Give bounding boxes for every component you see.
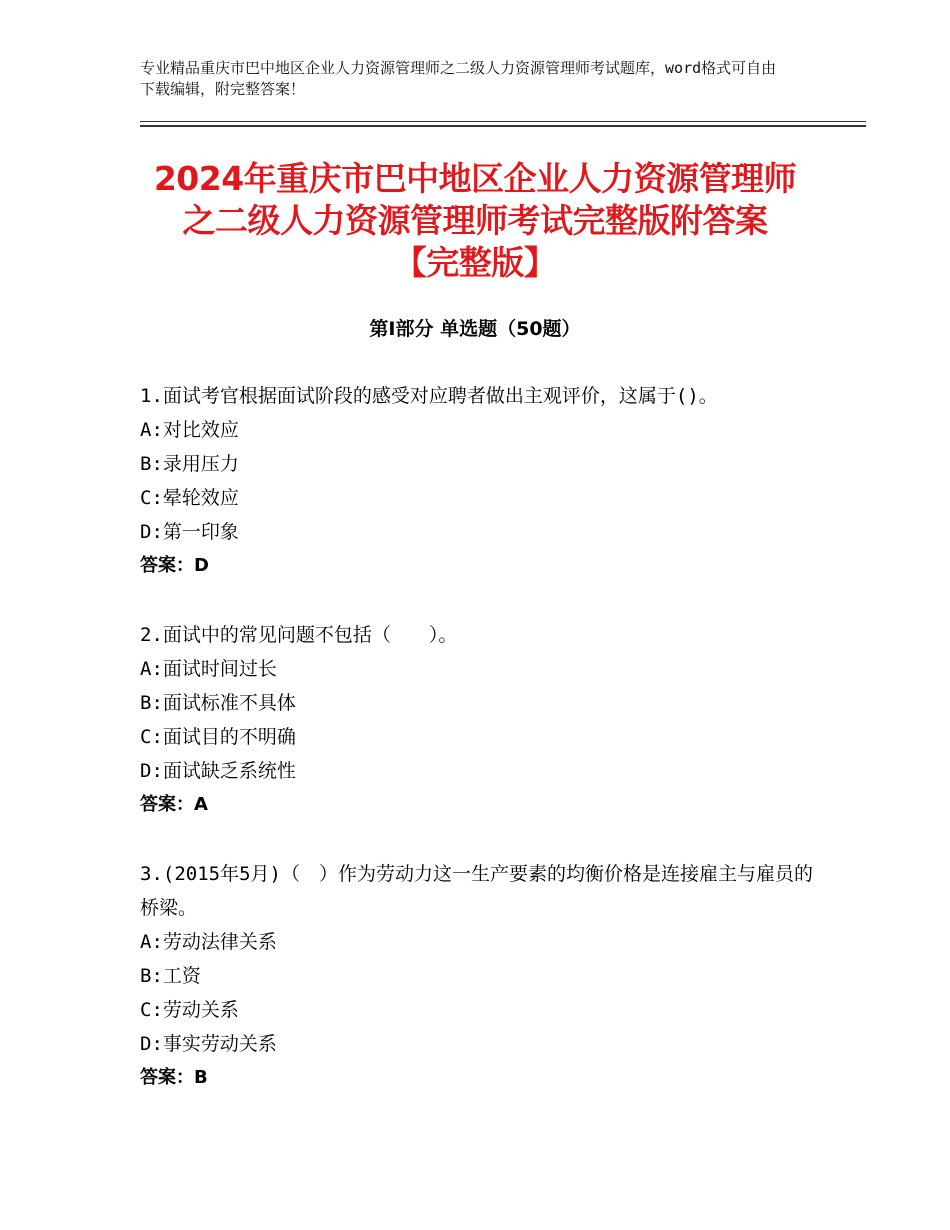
question-2 bbox=[140, 618, 820, 822]
option-c: C:晕轮效应 bbox=[140, 487, 239, 509]
option-d: D:第一印象 bbox=[140, 521, 239, 543]
document-title bbox=[100, 158, 850, 284]
header-rule-thin bbox=[140, 121, 866, 122]
question-stem: 2.面试中的常见问题不包括（ ）。 bbox=[140, 624, 458, 646]
option-a: A:对比效应 bbox=[140, 419, 239, 441]
section-heading: 第Ⅰ部分 单选题（50题） bbox=[369, 318, 581, 340]
answer-label: 答案：D bbox=[140, 555, 209, 576]
header-note: 专业精品重庆市巴中地区企业人力资源管理师之二级人力资源管理师考试题库，word格式可自由下载编辑，附完整答案！ bbox=[140, 59, 777, 98]
option-c: C:面试目的不明确 bbox=[140, 726, 296, 748]
header-rule-thick bbox=[140, 125, 866, 127]
option-c: C:劳动关系 bbox=[140, 999, 239, 1021]
option-b: B:工资 bbox=[140, 965, 201, 987]
answer-label: 答案：A bbox=[140, 794, 208, 815]
option-d: D:事实劳动关系 bbox=[140, 1033, 277, 1055]
option-b: B:录用压力 bbox=[140, 453, 239, 475]
question-stem: 1.面试考官根据面试阶段的感受对应聘者做出主观评价，这属于()。 bbox=[140, 385, 718, 407]
option-d: D:面试缺乏系统性 bbox=[140, 760, 296, 782]
question-stem: 3.(2015年5月)（ ）作为劳动力这一生产要素的均衡价格是连接雇主与雇员的桥梁。 bbox=[140, 863, 813, 919]
title-line-1: 2024年重庆市巴中地区企业人力资源管理师 bbox=[153, 159, 797, 198]
question-1 bbox=[140, 379, 820, 583]
option-a: A:劳动法律关系 bbox=[140, 931, 277, 953]
title-line-3: 【完整版】 bbox=[393, 243, 557, 282]
answer-label: 答案：B bbox=[140, 1067, 208, 1088]
option-a: A:面试时间过长 bbox=[140, 658, 277, 680]
option-b: B:面试标准不具体 bbox=[140, 692, 296, 714]
title-line-2: 之二级人力资源管理师考试完整版附答案 bbox=[182, 201, 768, 240]
question-3 bbox=[140, 857, 820, 1095]
